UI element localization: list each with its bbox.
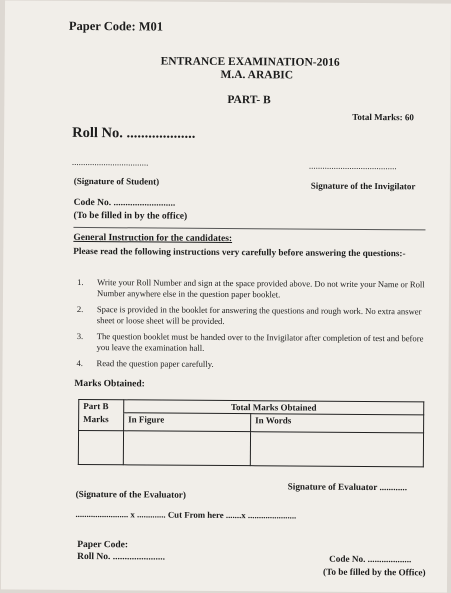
- exam-cover-page: [1, 0, 451, 592]
- total-marks-header: Total Marks Obtained: [124, 400, 424, 415]
- invigilator-signature-label: Signature of the Invigilator: [310, 180, 416, 192]
- footer-office-note: (To be filled by the Office): [323, 566, 426, 578]
- marks-obtained-heading: Marks Obtained:: [74, 378, 145, 390]
- marks-label-cell: Marks: [79, 412, 124, 430]
- part-b-cell: Part B: [79, 399, 124, 412]
- instructions-intro: Please read the following instructions very carefully before answering the questions:-: [73, 245, 406, 259]
- marks-entry-cell[interactable]: [78, 430, 123, 464]
- instruction-text: The question booklet must be handed over to the Invigilator after completion of test and before you leave the examination hall.: [96, 331, 424, 353]
- footer-paper-code: Paper Code:: [77, 539, 129, 551]
- words-entry-cell[interactable]: [250, 432, 423, 467]
- evaluator-signature-line[interactable]: Signature of Evaluator ............: [287, 481, 408, 493]
- cut-line: ........................ x ............. Cut From here .......x ......................: [75, 508, 297, 521]
- figure-entry-cell[interactable]: [123, 431, 250, 466]
- marks-table: [78, 399, 424, 467]
- instruction-number: 4.: [76, 357, 84, 369]
- instruction-text: Write your Roll Number and sign at the space provided above. Do not write your Name or Roll Number anywhere else in the question paper booklet.: [96, 277, 425, 300]
- instruction-text: Space is provided in the booklet for answering the questions and rough work. No extra answer sheet or loose sheet will be provided.: [96, 304, 422, 326]
- instruction-number: 1.: [77, 276, 84, 288]
- in-words-header: In Words: [251, 414, 424, 433]
- instructions-list: [74, 277, 427, 376]
- code-no-field[interactable]: Code No. ..........................: [73, 197, 176, 209]
- invigilator-signature-line[interactable]: .......................................: [308, 160, 397, 172]
- paper-code: Paper Code: M01: [68, 18, 164, 34]
- student-signature-line[interactable]: ..................................: [71, 156, 149, 168]
- footer-roll-no[interactable]: Roll No. ......................: [77, 551, 166, 563]
- total-marks: Total Marks: 60: [352, 111, 414, 123]
- instruction-item: [74, 358, 426, 371]
- student-signature-label: (Signature of Student): [73, 175, 160, 187]
- instruction-item: [75, 277, 427, 301]
- part-title: PART- B: [227, 94, 271, 107]
- roll-no-field[interactable]: Roll No. ...................: [72, 124, 196, 142]
- instruction-number: 3.: [76, 330, 84, 342]
- instruction-text: Read the question paper carefully.: [96, 358, 214, 369]
- instruction-item: [75, 331, 427, 355]
- evaluator-signature-label: (Signature of the Evaluator): [75, 488, 186, 500]
- instructions-heading: General Instruction for the candidates:: [73, 232, 233, 245]
- code-office-note: (To be filled in by the office): [73, 210, 188, 222]
- exam-title: ENTRANCE EXAMINATION-2016: [160, 55, 340, 69]
- in-figure-header: In Figure: [124, 413, 251, 432]
- subject-title: M.A. ARABIC: [220, 68, 294, 82]
- instruction-number: 2.: [76, 303, 84, 315]
- footer-code-no[interactable]: Code No. ...................: [329, 553, 412, 565]
- instruction-item: [75, 304, 427, 328]
- section-divider: [73, 227, 425, 230]
